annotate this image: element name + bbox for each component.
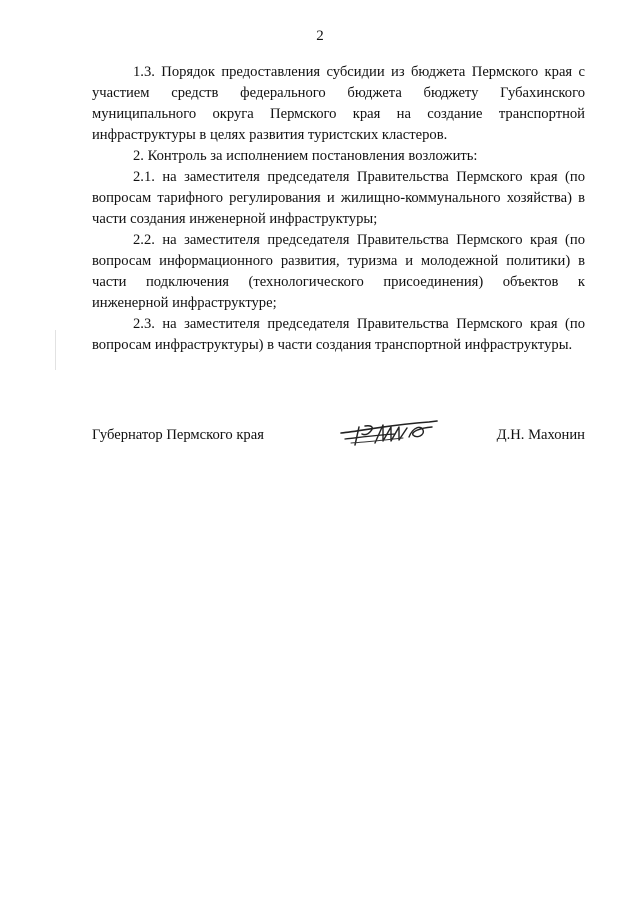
paragraph-2: 2. Контроль за исполнением постановления возложить:	[133, 148, 478, 164]
handwritten-signature-icon	[337, 413, 447, 453]
scan-margin-line	[55, 330, 56, 370]
document-body	[92, 62, 585, 356]
paragraph-2-2: 2.2. на заместителя председателя Правительства Пермского края (по вопросам информационного развития, туризма и молодежной политики) в части подключения (технологического присоединения) объектов к инженерной инфраструктуре;	[92, 232, 585, 311]
paragraph-2-3: 2.3. на заместителя председателя Правительства Пермского края (по вопросам инфраструктуры) в части создания транспортной инфраструктуры.	[92, 316, 585, 353]
signature-block	[92, 425, 585, 449]
signer-title: Губернатор Пермского края	[92, 427, 264, 443]
paragraph-1-3: 1.3. Порядок предоставления субсидии из бюджета Пермского края с участием средств федерального бюджета бюджету Губахинского муниципального округа Пермского края на создание транспортной инфраструктуры в целях развития туристских кластеров.	[92, 64, 585, 143]
paragraph-2-1: 2.1. на заместителя председателя Правительства Пермского края (по вопросам тарифного регулирования и жилищно-коммунального хозяйства) в части создания инженерной инфраструктуры;	[92, 169, 585, 227]
signer-name: Д.Н. Махонин	[496, 427, 585, 443]
page-number: 2	[316, 28, 324, 44]
